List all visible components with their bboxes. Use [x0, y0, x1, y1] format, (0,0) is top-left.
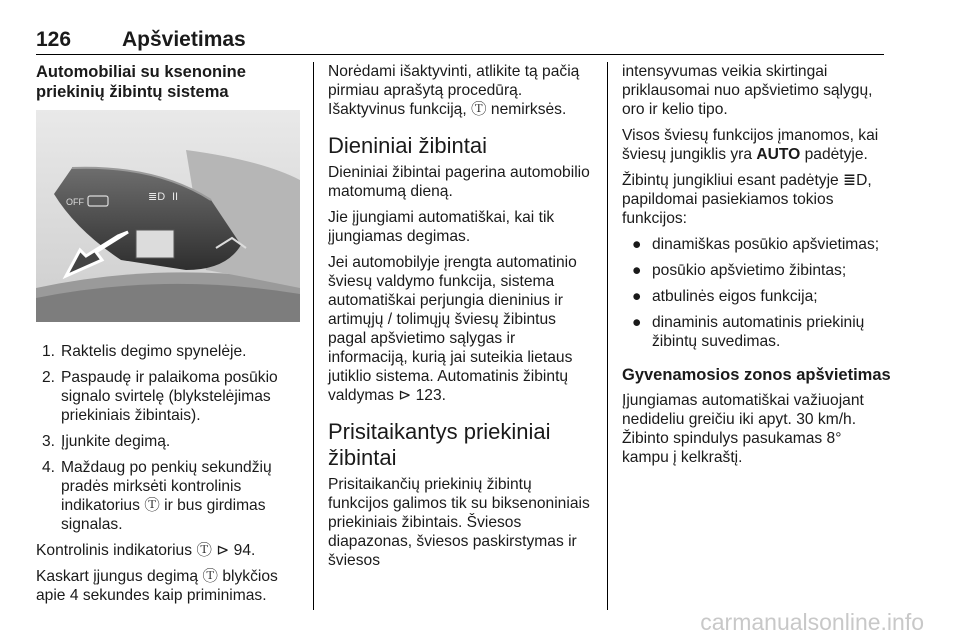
functions-intro: Žibintų jungikliui esant padėtyje ≣D, papildomai pasiekiamos tokios funkcijos: [622, 172, 872, 227]
list-item: 4. Maždaug po penkių sekundžių pradės mirksėti kontrolinis indikatorius Ⓣ ir bus girdimas signalas. [42, 459, 272, 533]
daytime-text-3: Jei automobilyje įrengta automatinio šviesų valdymo funkcija, sistema automatiškai perjungia dieninius ir artimųjų / tolimųjų šviesų žibintus pagal apšvietimo sąlygas ir informaciją, kurią jai suteikia lietaus jutiklio sistema. Automatinis žibintų valdymas ⊳ 123. [328, 254, 577, 404]
indicator-reference: Kontrolinis indikatorius Ⓣ ⊳ 94. [36, 542, 256, 559]
deactivate-result: Išaktyvinus funkciją, Ⓣ nemirksės. [328, 101, 567, 118]
list-item: 1. Raktelis degimo spynelėje. [42, 343, 247, 360]
column-divider [313, 62, 314, 610]
xenon-heading: Automobiliai su ksenonine priekinių žibintų sistema [36, 63, 246, 101]
intensity-text: intensyvumas veikia skirtingai priklausomai nuo apšvietimo sąlygų, oro ir kelio tipo. [622, 63, 873, 118]
list-item: 3. Įjunkite degimą. [42, 433, 171, 450]
column-left [36, 62, 300, 612]
watermark: carmanualsonline.info [700, 609, 924, 635]
page-header [36, 28, 884, 55]
residential-lighting-text: Įjungiamas automatiškai važiuojant nedideliu greičiu iki apyt. 30 km/h. Žibinto spindulys pasukamas 8° kampu į kelkraštį. [622, 392, 864, 466]
reminder-text: Kaskart įjungus degimą Ⓣ blykčios apie 4 sekundes kaip priminimas. [36, 568, 278, 604]
lever-illustration [36, 110, 300, 322]
column-middle [328, 62, 594, 577]
svg-text:OFF: OFF [66, 197, 84, 207]
adaptive-text: Prisitaikančių priekinių žibintų funkcijos galimos tik su biksenoniniais priekiniais žibintais. Šviesos diapazonas, šviesos paskirstymas ir šviesos [328, 476, 590, 569]
daytime-text-1: Dieniniai žibintai pagerina automobilio matomumą dieną. [328, 164, 590, 200]
list-item: ● dinaminis automatinis priekinių žibintų suvedimas. [632, 314, 865, 350]
list-item: 2. Paspaudę ir palaikoma posūkio signalo svirtelę (blykstelėjimas priekiniais žibintais). [42, 369, 278, 424]
list-item: ● dinamiškas posūkio apšvietimas; [632, 236, 880, 253]
residential-lighting-heading: Gyvenamosios zonos apšvietimas [622, 366, 891, 384]
list-item: ● atbulinės eigos funkcija; [632, 288, 818, 305]
functions-list [622, 235, 892, 351]
column-right [622, 62, 892, 474]
deactivate-text: Norėdami išaktyvinti, atlikite tą pačią pirmiau aprašytą procedūrą. [328, 63, 580, 99]
svg-text:≣D: ≣D [148, 191, 166, 203]
list-item: ● posūkio apšvietimo žibintas; [632, 262, 847, 279]
daytime-text-2: Jie įjungiami automatiškai, kai tik įjungiamas degimas. [328, 209, 555, 245]
page-number: 126 [36, 28, 72, 51]
section-title: Apšvietimas [122, 28, 246, 51]
column-divider [607, 62, 608, 610]
procedure-steps [36, 342, 300, 534]
svg-text:II: II [172, 191, 179, 203]
auto-text: Visos šviesų funkcijos įmanomos, kai šviesų jungiklis yra AUTO padėtyje. [622, 127, 879, 163]
adaptive-lights-heading: Prisitaikantys priekiniai žibintai [328, 419, 551, 470]
daytime-lights-heading: Dieniniai žibintai [328, 133, 487, 158]
